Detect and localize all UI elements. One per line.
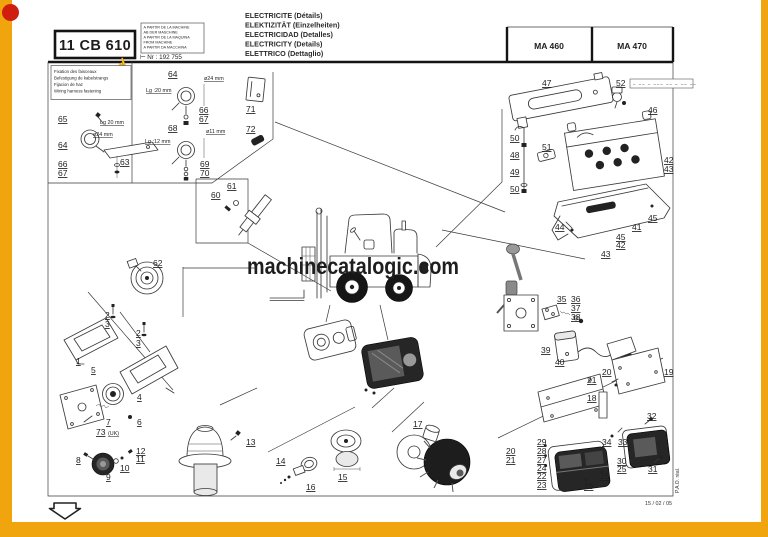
border-strip-bottom (0, 522, 768, 537)
machine-note-line: A PARTIR DE LA MACHINE (143, 25, 190, 30)
harness-note-line: Wiring harness fastening (54, 88, 102, 94)
harness-note-line: Fixation des faisceaux (54, 69, 97, 74)
page-title: ELECTRICIDAD (Detalles) (245, 30, 333, 39)
part-callout: 66 (58, 159, 68, 169)
part-callout: Lg 20 mm (100, 120, 124, 126)
part-callout: 10 (120, 463, 130, 473)
part-callout: ø24 mm (93, 132, 113, 138)
part-callout: 62 (153, 258, 163, 268)
watermark: machinecatalogic.com (247, 253, 459, 279)
serial-number: ⊢ Nr : 192 755 (140, 54, 182, 61)
part-callout: ø24 mm (204, 76, 224, 82)
part-callout: Lg :20 mm (146, 88, 172, 94)
part-callout: 40 (555, 357, 565, 367)
part-callout: 71 (246, 104, 256, 114)
harness-note-box (51, 66, 131, 100)
part-callout: 22 (537, 471, 547, 481)
part-callout: 23 (537, 480, 547, 490)
page-title: ELECTRICITY (Details) (245, 39, 323, 49)
model-label: MA 460 (534, 41, 564, 51)
machine-note-line: A PARTIR DA MACCHINA (143, 45, 187, 50)
part-callout: 42 (664, 155, 674, 165)
part-callout: 37 (571, 303, 581, 313)
part-callout: 32 (647, 411, 657, 421)
part52-tag-text: – –– – ––– –– – –– –– (633, 81, 697, 87)
part-callout: 6 (137, 417, 142, 427)
part-callout: 17 (413, 419, 423, 429)
part-callout: 29 (537, 437, 547, 447)
part-callout: 48 (510, 150, 520, 160)
part-callout: 45 (648, 213, 658, 223)
part-callout: 64 (168, 69, 178, 79)
part-callout: 67 (199, 114, 209, 124)
part-code-box[interactable] (55, 31, 135, 58)
part-callout: 5 (91, 365, 96, 375)
part-callout: 3 (136, 338, 141, 348)
part-callout: 63 (120, 157, 130, 167)
part-callout: 33 (618, 437, 628, 447)
part-callout: 45 (616, 232, 626, 242)
part-callout: 20 (602, 367, 612, 377)
part-callout: 26 (600, 471, 610, 481)
part-callout: 60 (211, 190, 221, 200)
part-callout: 7 (106, 417, 111, 427)
model-label: MA 470 (617, 41, 647, 51)
part-callout: 61 (227, 181, 237, 191)
part-callout: 39 (541, 345, 551, 355)
part-callout: 66 (199, 105, 209, 115)
part-callout: 42 (616, 240, 626, 250)
part-callout: 3 (105, 319, 110, 329)
part-callout: 20 (506, 446, 516, 456)
part-callout: 2 (105, 310, 110, 320)
page-title: ELECTRICITE (Détails) (245, 11, 323, 20)
part-callout: 9 (106, 472, 111, 482)
part-callout: 1 (76, 356, 81, 366)
part-callout: 34 (602, 437, 612, 447)
part-callout: 69 (200, 159, 210, 169)
part-callout: 46 (648, 105, 658, 115)
side-credit: P.A.O. réal. (675, 467, 681, 493)
part-callout: 43 (664, 164, 674, 174)
part-callout: 51 (542, 142, 552, 152)
machine-note-line: A PARTIR DE LA MAQUINA (143, 35, 190, 40)
part-callout: 35 (557, 294, 567, 304)
part-callout: 13 (246, 437, 256, 447)
part-callout: 72 (246, 124, 256, 134)
part-callout: 50 (510, 184, 520, 194)
part-callout: 11 (136, 454, 145, 464)
part-callout: 21 (506, 455, 516, 465)
part-callout: 28 (537, 446, 547, 456)
part-callout: 27 (537, 455, 547, 465)
part-callout: 43 (601, 249, 611, 259)
part-callout: 25 (617, 464, 627, 474)
model-tab-ma470[interactable] (617, 41, 647, 51)
page-title: ELEKTIZITÄT (Einzelheiten) (245, 20, 340, 30)
part-callout: 24 (537, 463, 547, 473)
part-callout: 15 (338, 472, 348, 482)
part-callout: 44 (555, 222, 565, 232)
border-strip-right (761, 0, 768, 537)
part-callout: 67 (58, 168, 68, 178)
part-callout: 16 (306, 482, 316, 492)
part-callout: 36 (571, 294, 581, 304)
part-callout: 31 (648, 464, 658, 474)
border-strip-left (0, 0, 12, 537)
part-callout: 12 (136, 446, 146, 456)
part-callout: ø11 mm (206, 129, 226, 135)
part-callout: (UK) (108, 431, 120, 437)
part-callout: 52 (616, 78, 626, 88)
page-title: ELETTRICO (Dettaglio) (245, 49, 324, 58)
part-callout: 68 (168, 123, 178, 133)
part-callout: Lg :12 mm (145, 139, 171, 145)
part-callout: 19 (664, 367, 674, 377)
part-callout: 41 (632, 222, 642, 232)
part-callout: 4 (137, 392, 142, 402)
part-callout: 64 (58, 140, 68, 150)
part-callout: 30 (617, 456, 627, 466)
part-callout: 65 (58, 114, 68, 124)
machine-note-line: AB DER MASCHINE (143, 30, 178, 35)
part-callout: 14 (276, 456, 286, 466)
part-callout: 8 (76, 455, 81, 465)
harness-note-line: Befestigung de kabelstrangs (54, 75, 109, 81)
model-tab-ma460[interactable] (534, 41, 564, 51)
record-dot (2, 4, 19, 21)
machine-note-line: FROM MACHINE (143, 40, 173, 45)
plate-71-drawing (246, 77, 265, 102)
part-callout: 70 (200, 168, 210, 178)
part-callout: 73 (96, 427, 106, 437)
revision-date: 15 / 02 / 05 (645, 501, 672, 507)
harness-note-line: Fijacion de haz (54, 82, 83, 87)
part-callout: 21 (587, 375, 597, 385)
part-callout: 50 (510, 133, 520, 143)
part-code: 11 CB 610 (58, 38, 132, 54)
part-callout: 38 (571, 312, 581, 322)
part-callout: 18 (587, 393, 597, 403)
part-callout: 26 (584, 481, 594, 491)
part-callout: 2 (136, 328, 141, 338)
part-callout: 47 (542, 78, 552, 88)
part-callout: 49 (510, 167, 520, 177)
